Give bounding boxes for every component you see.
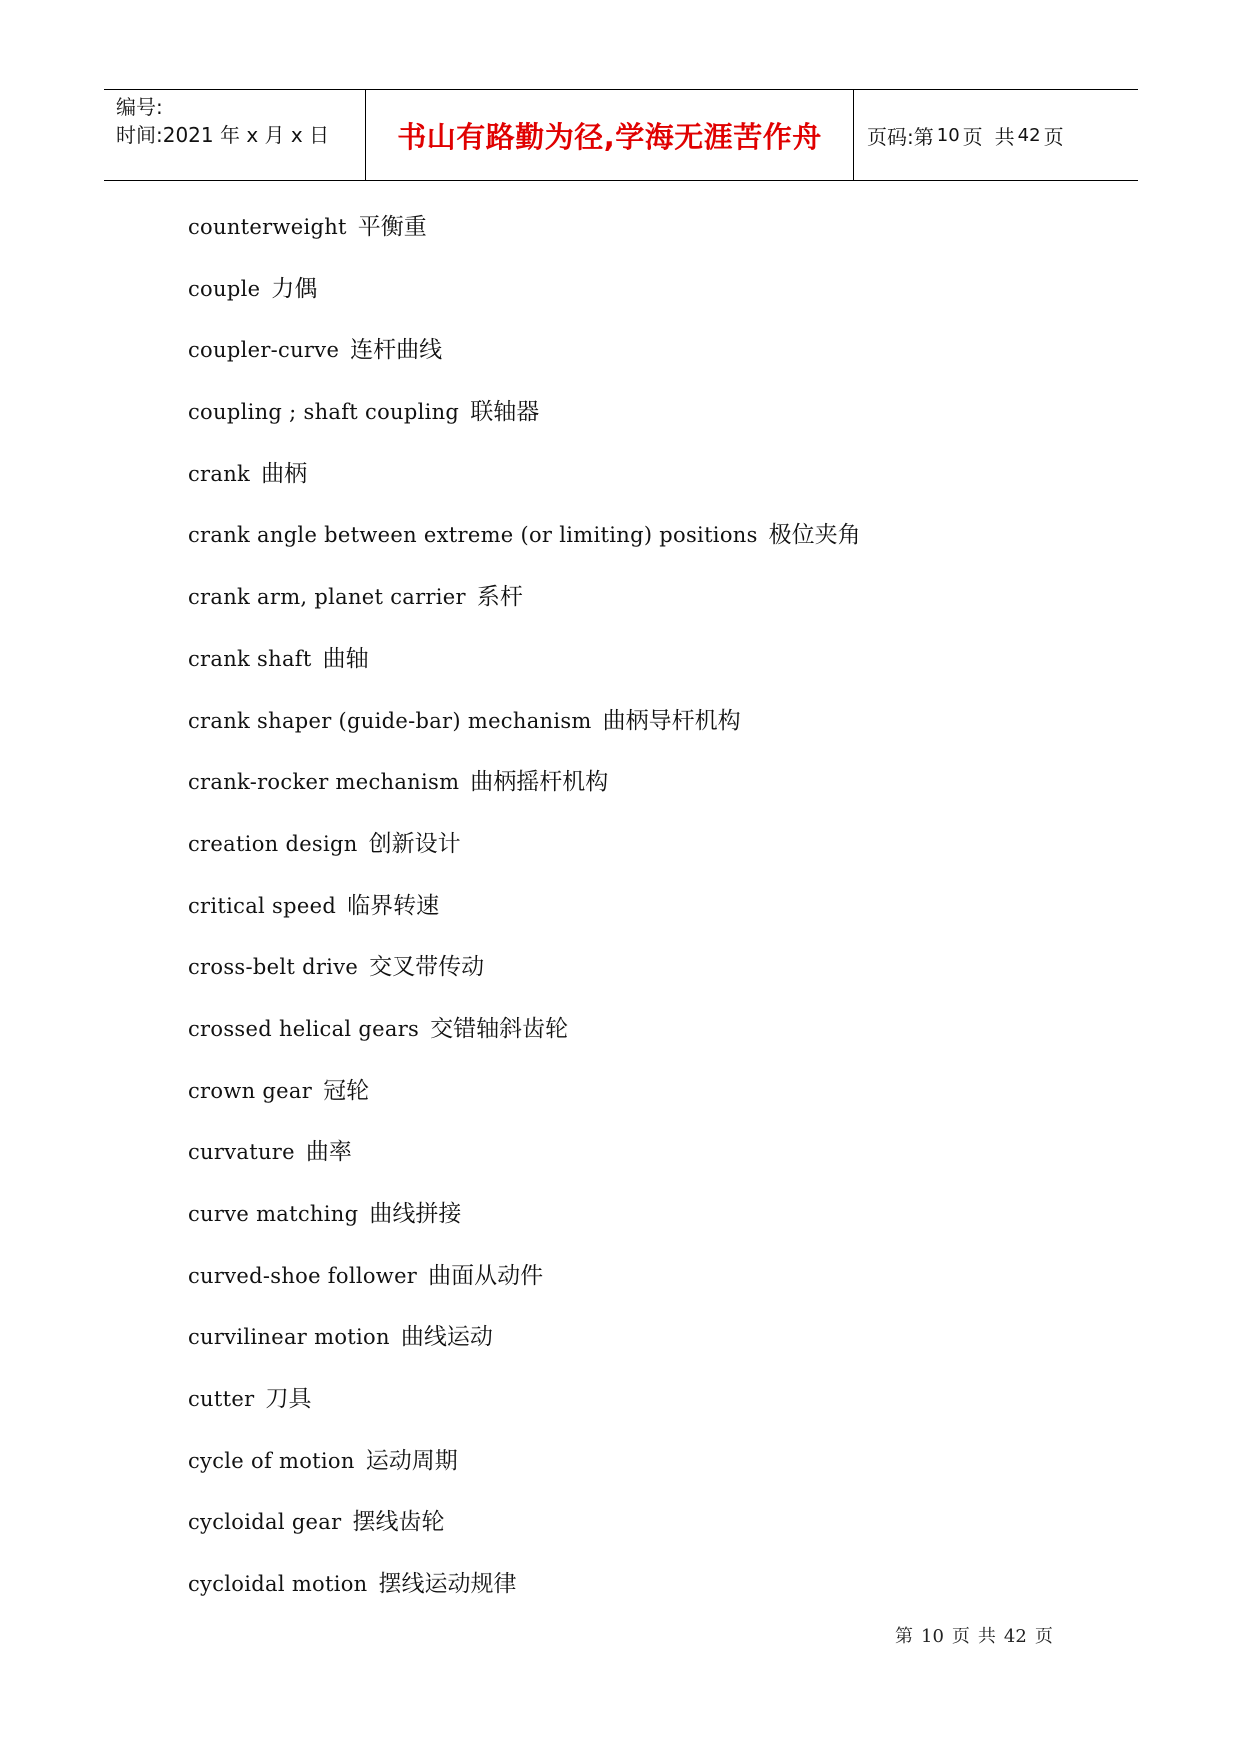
glossary-entry [188, 1010, 861, 1072]
entry-chinese-term: 冠轮 [323, 1077, 370, 1104]
entry-chinese-term: 曲线拼接 [369, 1201, 462, 1227]
footer-end: 页 [1034, 1626, 1053, 1647]
entry-english-term: curvature [188, 1140, 295, 1165]
entry-english-term: cycloidal gear [188, 1510, 342, 1535]
entry-chinese-term: 曲率 [305, 1139, 352, 1166]
entry-english-term: cycloidal motion [188, 1572, 368, 1597]
entry-chinese-term: 摆线齿轮 [352, 1509, 445, 1536]
entry-english-term: critical speed [188, 893, 337, 918]
entry-english-term: coupler-curve [188, 338, 340, 363]
entry-english-term: cross-belt drive [188, 955, 359, 980]
glossary-entry [188, 1195, 861, 1257]
entry-english-term: crank [188, 461, 251, 486]
entry-english-term: crank-rocker mechanism [188, 770, 460, 795]
entry-chinese-term: 临界转速 [347, 892, 440, 919]
entry-english-term: cycle of motion [188, 1448, 355, 1473]
entry-chinese-term: 交错轴斜齿轮 [430, 1015, 569, 1042]
glossary-entry [188, 948, 861, 1010]
glossary-entry [188, 1133, 861, 1195]
entry-english-term: curvilinear motion [188, 1325, 390, 1350]
entry-chinese-term: 曲柄 [261, 460, 308, 487]
glossary-entry [188, 1565, 861, 1627]
glossary-entry [188, 763, 861, 825]
header-meta-cell [104, 90, 366, 180]
entry-english-term: crank angle between extreme (or limiting) positions [188, 523, 758, 548]
glossary-entry [188, 1503, 861, 1565]
entry-english-term: curve matching [188, 1202, 359, 1226]
entry-chinese-term: 曲柄摇杆机构 [470, 769, 609, 796]
glossary-entry [188, 455, 861, 517]
entry-chinese-term: 刀具 [265, 1386, 312, 1413]
glossary-entry [188, 578, 861, 640]
glossary-list [188, 208, 861, 1627]
header-page-info [854, 90, 1138, 180]
footer-current: 10 [921, 1626, 944, 1647]
entry-chinese-term: 力偶 [271, 275, 318, 302]
doc-time-label: 时间:2021 年 x 月 x 日 [116, 123, 330, 147]
glossary-entry [188, 270, 861, 332]
glossary-entry [188, 393, 861, 455]
glossary-entry [188, 702, 861, 764]
header-page-total: 42 [1017, 124, 1041, 146]
entry-english-term: couple [188, 276, 261, 301]
entry-chinese-term: 创新设计 [368, 830, 461, 857]
glossary-entry [188, 1257, 861, 1319]
entry-english-term: creation design [188, 831, 358, 856]
entry-chinese-term: 曲面从动件 [428, 1262, 544, 1289]
glossary-entry [188, 640, 861, 702]
entry-chinese-term: 极位夹角 [768, 522, 861, 549]
entry-english-term: crank shaper (guide-bar) mechanism [188, 708, 592, 733]
entry-chinese-term: 曲线运动 [400, 1324, 493, 1351]
entry-chinese-term: 运动周期 [365, 1447, 458, 1474]
header-page-end: 页 [1043, 124, 1064, 149]
glossary-entry [188, 516, 861, 578]
entry-chinese-term: 交叉带传动 [369, 954, 485, 981]
glossary-entry [188, 825, 861, 887]
glossary-entry [188, 887, 861, 949]
page-header [104, 89, 1138, 181]
glossary-entry [188, 1318, 861, 1380]
entry-english-term: crank shaft [188, 646, 312, 671]
glossary-entry [188, 1380, 861, 1442]
entry-chinese-term: 联轴器 [470, 399, 540, 426]
entry-chinese-term: 曲柄导杆机构 [602, 707, 741, 734]
entry-english-term: counterweight [188, 215, 347, 239]
entry-english-term: crossed helical gears [188, 1016, 420, 1041]
footer-pre: 第 [895, 1626, 913, 1647]
doc-number-label: 编号: [116, 95, 163, 119]
footer-mid: 页 [951, 1626, 970, 1647]
glossary-entry [188, 331, 861, 393]
header-page-mid: 页 [962, 124, 983, 149]
entry-chinese-term: 曲轴 [322, 645, 369, 672]
entry-chinese-term: 系杆 [476, 584, 523, 611]
glossary-entry [188, 1442, 861, 1504]
header-page-total-label: 共 [994, 124, 1015, 149]
page-footer [891, 1622, 1057, 1648]
entry-chinese-term: 连杆曲线 [350, 337, 443, 364]
glossary-entry [188, 208, 861, 270]
entry-english-term: crown gear [188, 1078, 313, 1103]
footer-total-label: 共 [977, 1626, 996, 1647]
footer-total: 42 [1003, 1626, 1027, 1647]
header-page-current: 10 [936, 124, 960, 146]
header-page-label: 页码:第 [867, 124, 934, 149]
entry-english-term: crank arm, planet carrier [188, 585, 466, 610]
entry-english-term: cutter [188, 1387, 255, 1412]
entry-chinese-term: 摆线运动规律 [378, 1571, 517, 1598]
entry-english-term: curved-shoe follower [188, 1263, 418, 1288]
glossary-entry [188, 1072, 861, 1134]
header-motto: 书山有路勤为径,学海无涯苦作舟 [366, 90, 854, 180]
entry-chinese-term: 平衡重 [357, 214, 427, 240]
entry-english-term: coupling ; shaft coupling [188, 400, 460, 425]
